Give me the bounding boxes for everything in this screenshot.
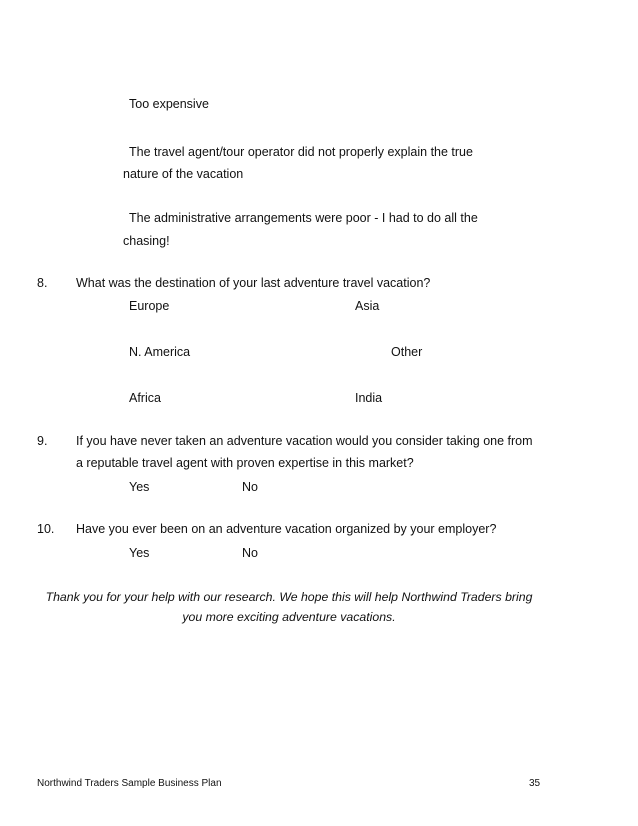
q8-option-europe: Europe <box>129 299 170 313</box>
q8-option-n-america: N. America <box>129 345 191 359</box>
option-agent-explain-line1: The travel agent/tour operator did not properly explain the true <box>129 145 473 159</box>
question-9-number: 9. <box>37 434 48 448</box>
q8-option-other: Other <box>391 345 423 359</box>
question-8-number: 8. <box>37 276 48 290</box>
q8-option-africa: Africa <box>129 391 161 405</box>
question-8-text: What was the destination of your last adventure travel vacation? <box>76 276 431 290</box>
question-10-text: Have you ever been on an adventure vacation organized by your employer? <box>76 522 497 536</box>
option-too-expensive: Too expensive <box>129 97 209 111</box>
q8-option-india: India <box>355 391 383 405</box>
question-9-text-line2: a reputable travel agent with proven expertise in this market? <box>76 456 414 470</box>
footer-page-number: 35 <box>529 778 541 789</box>
q9-option-yes: Yes <box>129 480 150 494</box>
option-agent-explain-line2: nature of the vacation <box>123 167 244 181</box>
footer-document-title: Northwind Traders Sample Business Plan <box>37 778 222 789</box>
q8-option-asia: Asia <box>355 299 380 313</box>
q10-option-no: No <box>242 546 258 560</box>
q10-option-yes: Yes <box>129 546 150 560</box>
option-admin-poor-line1: The administrative arrangements were poor - I had to do all the <box>129 211 478 225</box>
thank-you-line2: you more exciting adventure vacations. <box>182 610 396 624</box>
question-10-number: 10. <box>37 522 55 536</box>
question-9-text-line1: If you have never taken an adventure vacation would you consider taking one from <box>76 434 533 448</box>
q9-option-no: No <box>242 480 258 494</box>
option-admin-poor-line2: chasing! <box>123 234 170 248</box>
thank-you-line1: Thank you for your help with our research. We hope this will help Northwind Traders bring <box>45 590 533 604</box>
